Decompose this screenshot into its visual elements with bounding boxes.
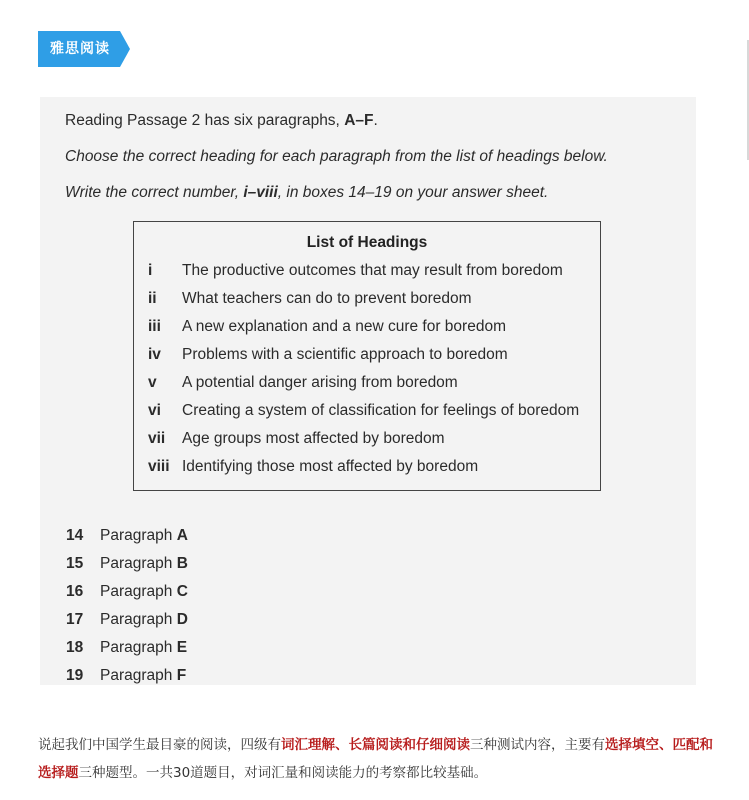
question-row: 17 Paragraph D	[66, 611, 188, 628]
instruction-line-1: Reading Passage 2 has six paragraphs, A–F.	[65, 112, 378, 129]
section-tag-label: 雅思阅读	[50, 41, 110, 57]
instruction-line-2: Choose the correct heading for each paragraph from the list of headings below.	[65, 148, 608, 165]
highlight-test-content: 词汇理解、长篇阅读和仔细阅读	[281, 737, 470, 753]
instruction-line-3: Write the correct number, i–viii, in boxes 14–19 on your answer sheet.	[65, 184, 549, 201]
question-row: 16 Paragraph C	[66, 583, 188, 600]
description-paragraph: 说起我们中国学生最目豪的阅读，四级有词汇理解、长篇阅读和仔细阅读三种测试内容，主要有选择填空、匹配和选择题三种题型。一共30道题目，对词汇量和阅读能力的考察都比较基础。	[38, 737, 713, 781]
highlight-question-types: 选择填空、匹配和选择题	[38, 737, 713, 781]
question-row: 15 Paragraph B	[66, 555, 188, 572]
headings-box: List of Headings i The productive outcomes that may result from boredom ii What teachers can do to prevent boredom iii A new explanation and a new cure for boredom iv Problems with a scientific approach to boredom v A potential danger arising from boredom vi Creating a system of classification for feelings of boredom vii Age groups most affected by boredom viii Identifying those most affected by boredom	[133, 221, 601, 491]
question-row: 19 Paragraph F	[66, 667, 187, 684]
question-row: 18 Paragraph E	[66, 639, 188, 656]
section-tag	[38, 31, 128, 67]
headings-title: List of Headings	[306, 234, 428, 251]
question-row: 14 Paragraph A	[66, 527, 188, 544]
